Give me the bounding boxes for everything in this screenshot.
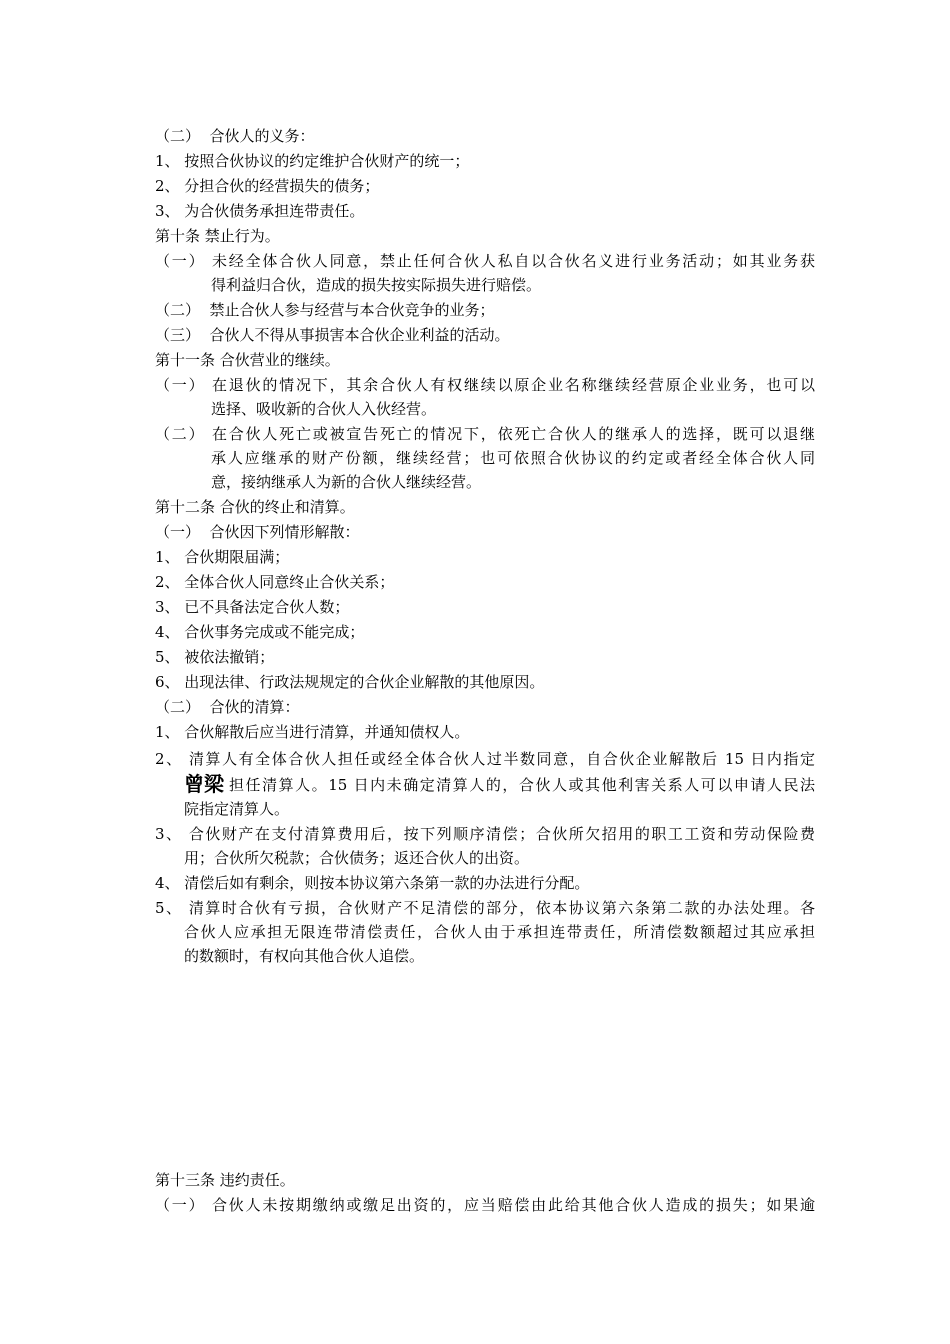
list-item: 2、 全体合伙人同意终止合伙关系； xyxy=(155,573,395,591)
paragraph-line: （三） 合伙人不得从事损害本合伙企业利益的活动。 xyxy=(155,326,510,344)
list-item: 2、 清算人有全体合伙人担任或经全体合伙人过半数同意，自合伙企业解散后 15 日内指定 xyxy=(155,750,815,768)
list-item: 1、 合伙解散后应当进行清算，并通知债权人。 xyxy=(155,723,470,741)
list-item: 3、 已不具备法定合伙人数； xyxy=(155,598,350,616)
paragraph-line: 承人应继承的财产份额，继续经营；也可依照合伙协议的约定或者经全体合伙人同 xyxy=(211,449,815,467)
paragraph-line: （二） 禁止合伙人参与经营与本合伙竞争的业务； xyxy=(155,301,495,319)
list-item-continuation: 担任清算人。15 日内未确定清算人的，合伙人或其他利害关系人可以申请人民法 xyxy=(229,776,815,794)
list-item-continuation: 合伙人应承担无限连带清偿责任，合伙人由于承担连带责任，所清偿数额超过其应承担 xyxy=(184,923,815,941)
list-item-continuation: 的数额时，有权向其他合伙人追偿。 xyxy=(184,947,425,965)
list-item: 4、 清偿后如有剩余，则按本协议第六条第一款的办法进行分配。 xyxy=(155,874,590,892)
paragraph-line: （一） 合伙人未按期缴纳或缴足出资的，应当赔偿由此给其他合伙人造成的损失；如果逾 xyxy=(155,1196,815,1214)
paragraph-line: 选择、吸收新的合伙人入伙经营。 xyxy=(211,400,437,418)
list-item: 3、 合伙财产在支付清算费用后，按下列顺序清偿；合伙所欠招用的职工工资和劳动保险费 xyxy=(155,825,815,843)
list-item: 3、 为合伙债务承担连带责任。 xyxy=(155,202,365,220)
paragraph-line: （一） 在退伙的情况下，其余合伙人有权继续以原企业名称继续经营原企业业务，也可以 xyxy=(155,376,815,394)
article-heading: 第十三条 违约责任。 xyxy=(155,1171,295,1189)
section-heading: （二） 合伙人的义务： xyxy=(155,127,315,145)
section-heading: （二） 合伙的清算： xyxy=(155,698,300,716)
list-item-continuation: 用；合伙所欠税款；合伙债务；返还合伙人的出资。 xyxy=(184,849,530,867)
list-item: 1、 合伙期限届满； xyxy=(155,548,290,566)
list-item: 6、 出现法律、行政法规规定的合伙企业解散的其他原因。 xyxy=(155,673,545,691)
list-item: 2、 分担合伙的经营损失的债务； xyxy=(155,177,380,195)
list-item: 5、 被依法撤销； xyxy=(155,648,275,666)
article-heading: 第十条 禁止行为。 xyxy=(155,227,280,245)
paragraph-line: （一） 未经全体合伙人同意，禁止任何合伙人私自以合伙名义进行业务活动；如其业务获 xyxy=(155,252,815,270)
list-item: 5、 清算时合伙有亏损，合伙财产不足清偿的部分，依本协议第六条第二款的办法处理。各 xyxy=(155,899,815,917)
list-item: 4、 合伙事务完成或不能完成； xyxy=(155,623,365,641)
inline-name: 曾梁 xyxy=(184,772,224,796)
paragraph-line: 意，接纳继承人为新的合伙人继续经营。 xyxy=(211,473,482,491)
article-heading: 第十二条 合伙的终止和清算。 xyxy=(155,498,355,516)
paragraph-line: 得利益归合伙，造成的损失按实际损失进行赔偿。 xyxy=(211,276,542,294)
list-item: 1、 按照合伙协议的约定维护合伙财产的统一； xyxy=(155,152,470,170)
paragraph-line: （二） 在合伙人死亡或被宣告死亡的情况下，依死亡合伙人的继承人的选择，既可以退继 xyxy=(155,425,815,443)
section-heading: （一） 合伙因下列情形解散： xyxy=(155,523,360,541)
list-item-continuation: 院指定清算人。 xyxy=(184,800,290,818)
article-heading: 第十一条 合伙营业的继续。 xyxy=(155,351,340,369)
